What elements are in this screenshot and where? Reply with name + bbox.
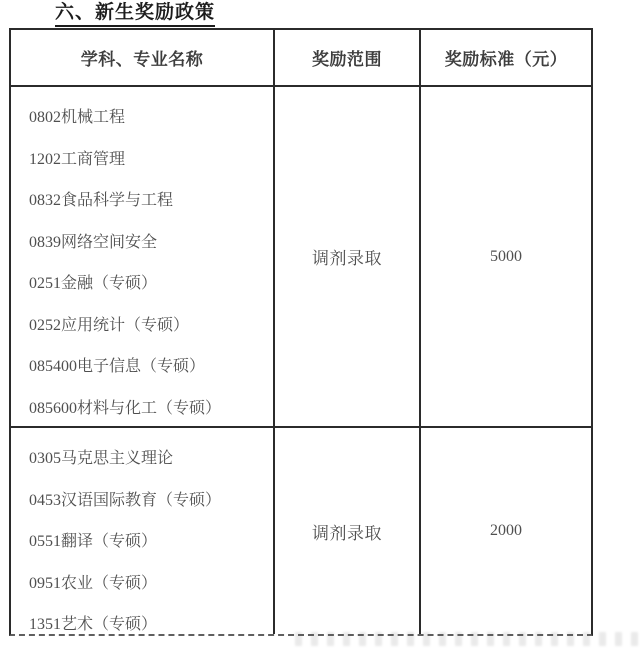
reward-policy-table — [9, 28, 593, 636]
scope-cell-group-2: 调剂录取 — [275, 428, 421, 634]
major-line: 0251金融（专硕） — [29, 275, 158, 293]
header-reward-scope: 奖励范围 — [275, 30, 421, 85]
major-line: 0252应用统计（专硕） — [29, 316, 190, 334]
table-header-row — [11, 30, 591, 87]
header-reward-standard: 奖励标准（元） — [444, 50, 568, 69]
major-line: 0305马克思主义理论 — [29, 450, 174, 468]
majors-list-group-2 — [11, 428, 275, 634]
header-major-name: 学科、专业名称 — [11, 30, 275, 85]
major-line: 0951农业（专硕） — [29, 574, 158, 592]
scope-cell-group-1: 调剂录取 — [275, 87, 421, 426]
table-row-group-1 — [11, 87, 591, 428]
major-line: 085400电子信息（专硕） — [29, 358, 206, 376]
major-line: 1351艺术（专硕） — [29, 616, 158, 634]
major-line: 085600材料与化工（专硕） — [29, 399, 222, 417]
major-line: 0551翻译（专硕） — [29, 533, 158, 551]
major-line: 0839网络空间安全 — [29, 233, 158, 251]
table-row-group-2 — [11, 428, 591, 634]
amount-cell-group-1: 5000 — [490, 247, 522, 265]
majors-list-group-1 — [11, 87, 275, 426]
page-title: 六、新生奖励政策 — [55, 2, 215, 27]
major-line: 0802机械工程 — [29, 109, 126, 127]
major-line: 1202工商管理 — [29, 150, 126, 168]
amount-cell-group-2: 2000 — [490, 522, 522, 539]
major-line: 0832食品科学与工程 — [29, 192, 174, 210]
major-line: 0453汉语国际教育（专硕） — [29, 491, 222, 509]
